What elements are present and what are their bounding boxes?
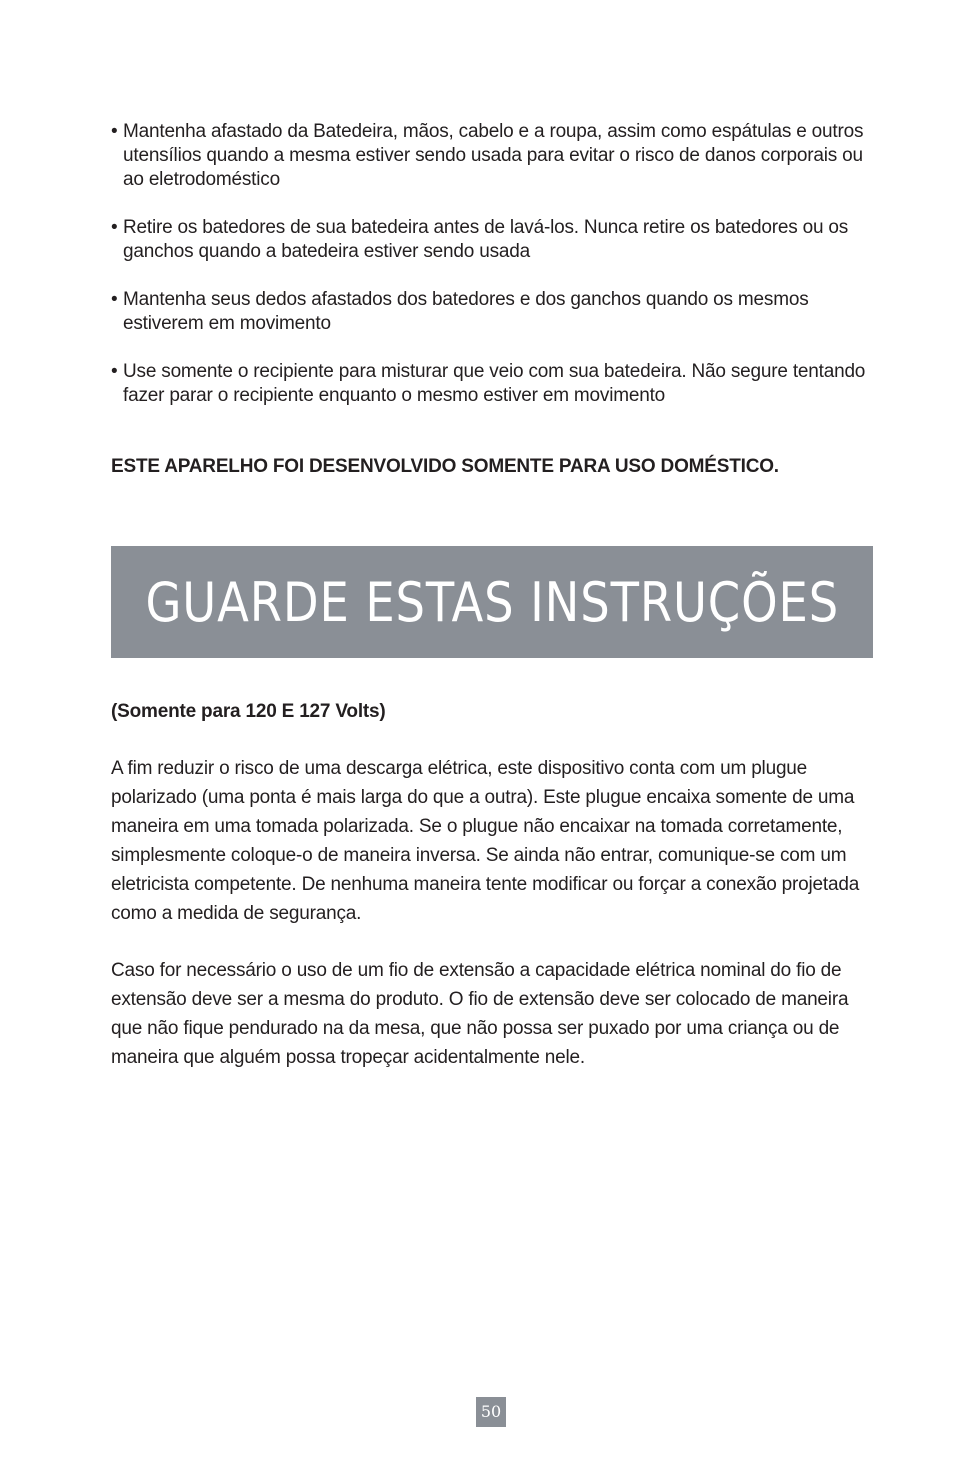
safety-bullet: • Mantenha afastado da Batedeira, mãos, cabelo e a roupa, assim como espátulas e outros utensílios quando a mesma estiver sendo usada para evitar o risco de danos corporais ou ao eletrodoméstico xyxy=(111,120,881,192)
polarized-plug-paragraph: A fim reduzir o risco de uma descarga elétrica, este dispositivo conta com um plugue polarizado (uma ponta é mais larga do que a outra). Este plugue encaixa somente de uma maneira em uma tomada polarizada. Se o plugue não encaixar na tomada corretamente, simplesmente coloque-o de maneira inversa. Se ainda não entrar, comunique-se com um eletricista competente. De nenhuma maneira tente modificar ou forçar a conexão projetada como a medida de segurança. xyxy=(111,758,860,924)
safety-bullet: • Use somente o recipiente para misturar que veio com sua batedeira. Não segure tentando fazer parar o recipiente enquanto o mesmo estiver em movimento xyxy=(111,360,881,408)
page-number: 50 xyxy=(476,1397,506,1427)
household-use-notice: ESTE APARELHO FOI DESENVOLVIDO SOMENTE PARA USO DOMÉSTICO. xyxy=(111,456,779,477)
safety-bullet: • Retire os batedores de sua batedeira antes de lavá-los. Nunca retire os batedores ou os ganchos quando a batedeira estiver sendo usada xyxy=(111,216,881,264)
safety-bullet: • Mantenha seus dedos afastados dos batedores e dos ganchos quando os mesmos estiverem em movimento xyxy=(111,288,881,336)
save-instructions-banner xyxy=(111,546,873,658)
banner-title: GUARDE ESTAS INSTRUÇÕES xyxy=(145,570,839,634)
voltage-heading: (Somente para 120 E 127 Volts) xyxy=(111,701,386,722)
extension-cord-paragraph: Caso for necessário o uso de um fio de extensão a capacidade elétrica nominal do fio de extensão deve ser a mesma do produto. O fio de extensão deve ser colocado de maneira que não fique pendurado na da mesa, que não possa ser puxado por uma criança ou de maneira que alguém possa tropeçar acidentalmente nele. xyxy=(111,960,849,1068)
safety-bullet-list xyxy=(111,120,881,432)
